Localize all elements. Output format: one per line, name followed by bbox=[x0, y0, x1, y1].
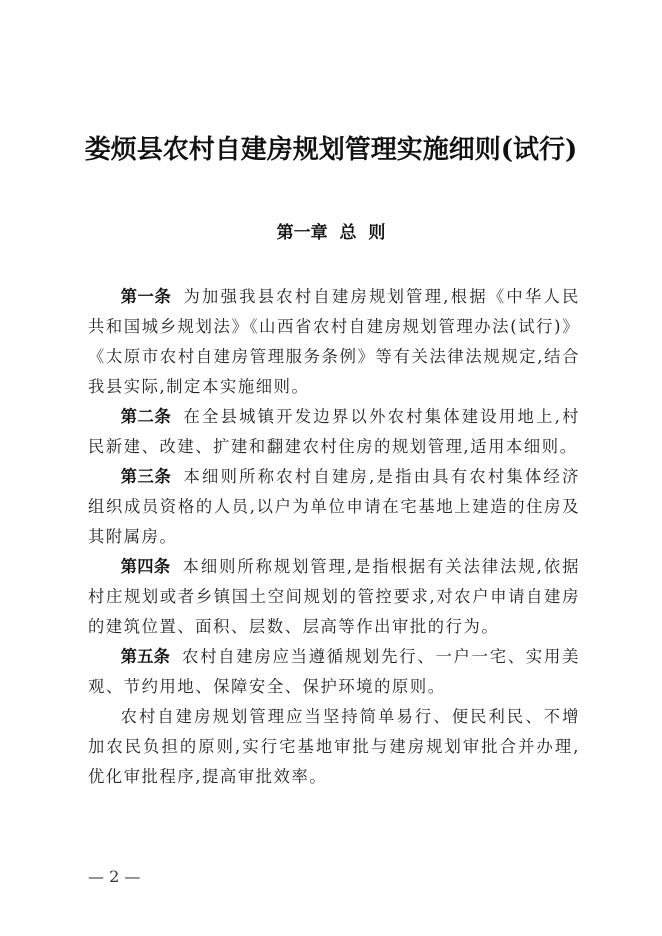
article-text: 农村自建房应当遵循规划先行、一户一宅、实用美观、节约用地、保障安全、保护环境的原则。 bbox=[88, 647, 580, 696]
article-label: 第三条 bbox=[120, 467, 172, 486]
article-text: 在全县城镇开发边界以外农村集体建设用地上,村民新建、改建、扩建和翻建农村住房的规划管理,适用本细则。 bbox=[88, 407, 580, 456]
article-label: 第一条 bbox=[120, 287, 172, 306]
article-text: 为加强我县农村自建房规划管理,根据《中华人民共和国城乡规划法》《山西省农村自建房规划管理办法(试行)》《太原市农村自建房管理服务条例》等有关法律法规规定,结合我县实际,制定本实施细则。 bbox=[88, 287, 580, 396]
chapter-heading: 第一章 总 则 bbox=[276, 223, 386, 243]
extra-paragraph: 农村自建房规划管理应当坚持简单易行、便民利民、不增加农民负担的原则,实行宅基地审批与建房规划审批合并办理,优化审批程序,提高审批效率。 bbox=[88, 707, 580, 786]
page-number: — 2 — bbox=[88, 867, 141, 886]
article-3 bbox=[88, 462, 580, 552]
article-5 bbox=[88, 642, 580, 702]
article-text: 本细则所称农村自建房,是指由具有农村集体经济组织成员资格的人员,以户为单位申请在宅基地上建造的住房及其附属房。 bbox=[88, 467, 580, 546]
article-text: 本细则所称规划管理,是指根据有关法律法规,依据村庄规划或者乡镇国土空间规划的管控要求,对农户申请自建房的建筑位置、面积、层数、层高等作出审批的行为。 bbox=[88, 557, 580, 636]
article-label: 第二条 bbox=[120, 407, 172, 426]
document-body bbox=[88, 282, 580, 792]
article-1 bbox=[88, 282, 580, 402]
article-4 bbox=[88, 552, 580, 642]
article-2 bbox=[88, 402, 580, 462]
article-label: 第五条 bbox=[120, 647, 171, 666]
document-title: 娄烦县农村自建房规划管理实施细则(试行) bbox=[84, 135, 578, 165]
article-label: 第四条 bbox=[120, 557, 171, 576]
